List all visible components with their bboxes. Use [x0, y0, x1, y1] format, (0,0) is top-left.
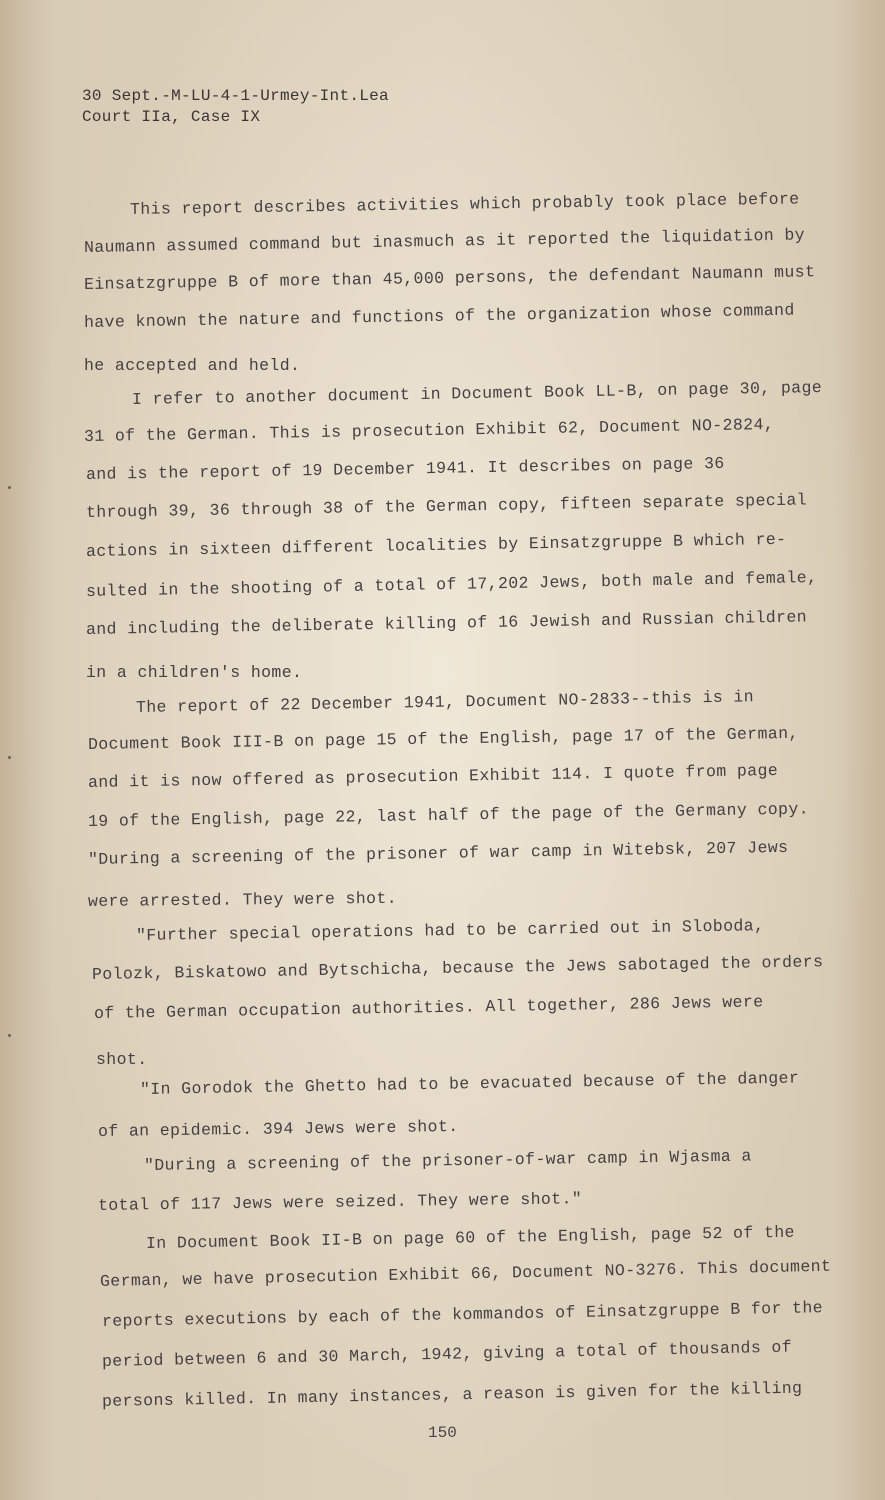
page-number: 150 [428, 1424, 457, 1442]
text-line: in a children's home. [86, 663, 303, 682]
text-line: Einsatzgruppe B of more than 45,000 persons, the defendant Naumann must [83, 262, 816, 294]
text-line: were arrested. They were shot. [87, 888, 398, 911]
binding-hole-mark [8, 486, 11, 489]
text-line: reports executions by each of the kommandos of Einsatzgruppe B for the [101, 1298, 824, 1331]
text-line: 31 of the German. This is prosecution Exhibit 62, Document NO-2824, [83, 414, 775, 446]
header-court-line: Court IIa, Case IX [82, 108, 261, 126]
binding-hole-mark [8, 1034, 11, 1037]
text-line: sulted in the shooting of a total of 17,202 Jews, both male and female, [85, 567, 818, 601]
text-line: Polozk, Biskatowo and Bytschicha, because the Jews sabotaged the orders [91, 952, 824, 984]
text-line: The report of 22 December 1941, Document NO-2833--this is in [135, 687, 755, 717]
text-line: "Further special operations had to be carried out in Sloboda, [135, 916, 765, 945]
text-line: of an epidemic. 394 Jews were shot. [97, 1116, 459, 1141]
text-line: persons killed. In many instances, a reason is given for the killing [101, 1378, 803, 1411]
text-line: "During a screening of the prisoner-of-war camp in Wjasma a [143, 1146, 752, 1175]
text-line: Document Book III-B on page 15 of the English, page 17 of the German, [87, 723, 799, 754]
text-line: he accepted and held. [84, 356, 301, 375]
text-line: total of 117 Jews were seized. They were shot." [97, 1189, 583, 1215]
text-line: of the German occupation authorities. All together, 286 Jews were [93, 992, 764, 1023]
text-line: period between 6 and 30 March, 1942, giving a total of thousands of [101, 1337, 793, 1371]
text-line: "In Gorodok the Ghetto had to be evacuated because of the danger [139, 1068, 800, 1099]
text-line: I refer to another document in Document Book LL-B, on page 30, page [131, 377, 823, 409]
text-line: In Document Book II-B on page 60 of the English, page 52 of the [145, 1222, 796, 1253]
text-line: German, we have prosecution Exhibit 66, Document NO-3276. This document [99, 1256, 832, 1291]
text-line: 19 of the English, page 22, last half of the page of the Germany copy. [87, 799, 810, 831]
document-header [82, 86, 389, 128]
header-reference-line: 30 Sept.-M-LU-4-1-Urmey-Int.Lea [82, 87, 389, 105]
text-line: "During a screening of the prisoner of war camp in Witebsk, 207 Jews [87, 837, 789, 869]
binding-hole-mark [8, 756, 11, 759]
text-line: and including the deliberate killing of 16 Jewish and Russian children [85, 607, 808, 639]
text-line: actions in sixteen different localities by Einsatzgruppe B which re- [85, 529, 787, 561]
text-line: have known the nature and functions of the organization whose command [83, 300, 795, 332]
text-line: and it is now offered as prosecution Exhibit 114. I quote from page [87, 760, 779, 792]
text-line: Naumann assumed command but inasmuch as it reported the liquidation by [83, 225, 806, 257]
text-line: shot. [96, 1050, 148, 1069]
text-line: This report describes activities which probably took place before [129, 189, 800, 219]
text-line: and is the report of 19 December 1941. It describes on page 36 [85, 453, 725, 484]
text-line: through 39, 36 through 38 of the German copy, fifteen separate special [85, 490, 808, 522]
